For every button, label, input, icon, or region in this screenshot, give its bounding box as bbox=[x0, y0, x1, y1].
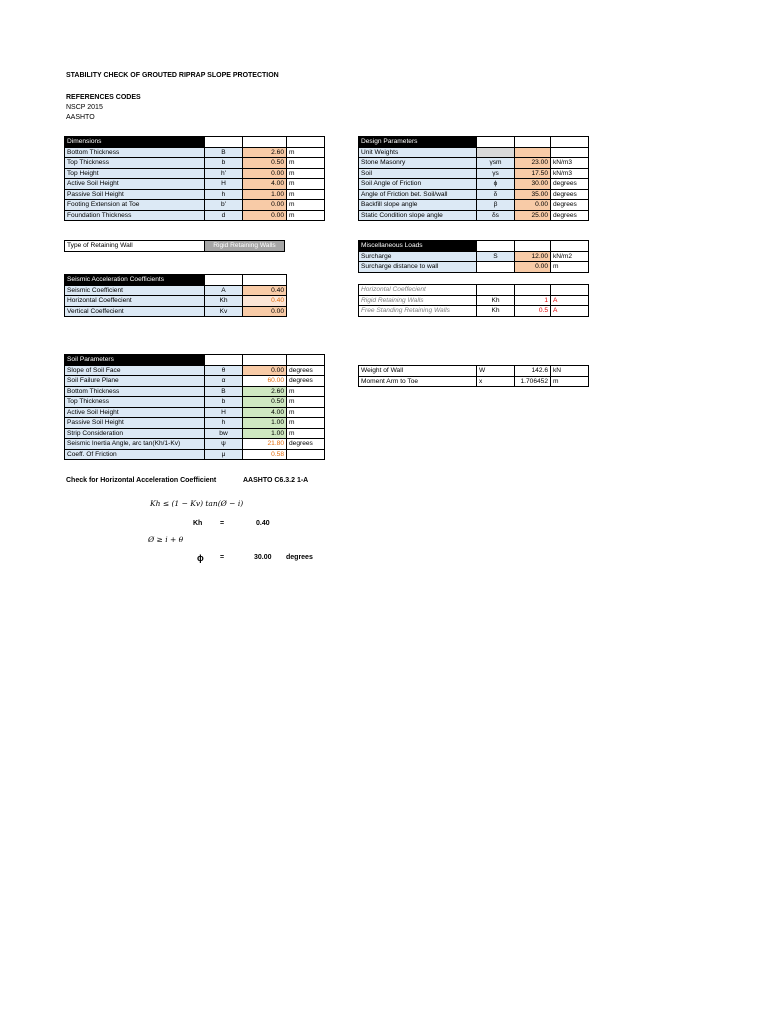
row-value: 21.80 bbox=[243, 439, 287, 450]
row-symbol: B bbox=[205, 147, 243, 158]
row-value: 1.00 bbox=[243, 418, 287, 429]
row-symbol: Kh bbox=[205, 296, 243, 307]
row-label: Vertical Coeffecient bbox=[65, 306, 205, 317]
check-title: Check for Horizontal Acceleration Coefficient bbox=[66, 477, 217, 484]
row-value: 4.00 bbox=[243, 407, 287, 418]
row-symbol: b' bbox=[205, 200, 243, 211]
row-symbol: Kh bbox=[477, 306, 515, 317]
row-value[interactable]: 35.00 bbox=[515, 189, 551, 200]
row-unit: m bbox=[287, 428, 325, 439]
page-title: STABILITY CHECK OF GROUTED RIPRAP SLOPE PROTECTION bbox=[66, 72, 279, 79]
row-symbol: A bbox=[205, 285, 243, 296]
row-value[interactable]: 23.00 bbox=[515, 158, 551, 169]
row-value[interactable]: 2.60 bbox=[243, 147, 287, 158]
seismic-table bbox=[64, 274, 287, 317]
row-label: Free Standing Retaining Walls bbox=[359, 306, 477, 317]
row-value: 0.58 bbox=[243, 449, 287, 460]
design-parameters-table bbox=[358, 136, 589, 221]
row-symbol: h bbox=[205, 189, 243, 200]
row-symbol: ϕ bbox=[477, 179, 515, 190]
row-value[interactable]: 0.00 bbox=[515, 200, 551, 211]
row-value[interactable]: 0.00 bbox=[515, 262, 551, 273]
row-label: Soil bbox=[359, 168, 477, 179]
row-symbol: H bbox=[205, 407, 243, 418]
unit-weights-label: Unit Weights bbox=[359, 147, 477, 158]
row-label: Top Thickness bbox=[65, 158, 205, 169]
row-label: Surcharge distance to wall bbox=[359, 262, 477, 273]
row-unit: m bbox=[287, 397, 325, 408]
row-symbol: γs bbox=[477, 168, 515, 179]
misc-loads-table bbox=[358, 240, 589, 273]
kh-equals: = bbox=[220, 520, 225, 527]
row-label: Angle of Friction bet. Soil/wall bbox=[359, 189, 477, 200]
phi-equals: = bbox=[220, 554, 225, 561]
row-unit: m bbox=[287, 168, 325, 179]
row-symbol: d bbox=[205, 210, 243, 221]
row-label: Seismic Inertia Angle, arc tan(Kh/1-Kv) bbox=[65, 439, 205, 450]
row-label: Passive Soil Height bbox=[65, 418, 205, 429]
row-unit: m bbox=[551, 376, 589, 387]
row-value: 60.00 bbox=[243, 376, 287, 387]
row-unit: m bbox=[551, 262, 589, 273]
row-value: 1 bbox=[515, 295, 551, 306]
row-label: Weight of Wall bbox=[359, 366, 477, 377]
row-symbol: b bbox=[205, 397, 243, 408]
row-label: Active Soil Height bbox=[65, 407, 205, 418]
row-symbol: θ bbox=[205, 365, 243, 376]
wall-type-select[interactable]: Rigid Retaining Walls bbox=[205, 241, 285, 252]
row-symbol: h bbox=[205, 418, 243, 429]
row-unit: A bbox=[551, 295, 589, 306]
row-label: Backfill slope angle bbox=[359, 200, 477, 211]
row-symbol: H bbox=[205, 179, 243, 190]
wall-type-label: Type of Retaining Wall bbox=[65, 241, 205, 252]
row-label: Top Height bbox=[65, 168, 205, 179]
row-symbol: α bbox=[205, 376, 243, 387]
row-label: Horizontal Coeffecient bbox=[65, 296, 205, 307]
row-unit: m bbox=[287, 407, 325, 418]
row-value: 2.60 bbox=[243, 386, 287, 397]
row-unit: m bbox=[287, 210, 325, 221]
row-symbol: b bbox=[205, 158, 243, 169]
row-label: Top Thickness bbox=[65, 397, 205, 408]
phi-value: 30.00 bbox=[254, 554, 272, 561]
formula-kh: Kh ≤ (1 − Kv) tan(Ø − i) bbox=[150, 499, 244, 508]
row-symbol: S bbox=[477, 251, 515, 262]
row-value: 1.00 bbox=[243, 428, 287, 439]
row-unit: m bbox=[287, 189, 325, 200]
row-value[interactable]: 12.00 bbox=[515, 251, 551, 262]
row-symbol: ψ bbox=[205, 439, 243, 450]
row-unit: kN/m2 bbox=[551, 251, 589, 262]
row-symbol bbox=[477, 262, 515, 273]
row-unit: kN/m3 bbox=[551, 158, 589, 169]
design-header: Design Parameters bbox=[359, 137, 477, 148]
dimensions-table bbox=[64, 136, 325, 221]
row-label: Stone Masonry bbox=[359, 158, 477, 169]
row-value[interactable]: 30.00 bbox=[515, 179, 551, 190]
row-symbol: h' bbox=[205, 168, 243, 179]
references-heading: REFERENCES CODES bbox=[66, 94, 141, 101]
dimensions-header: Dimensions bbox=[65, 137, 205, 148]
row-unit: degrees bbox=[551, 189, 589, 200]
reference-code: NSCP 2015 bbox=[66, 104, 103, 111]
phi-unit: degrees bbox=[286, 554, 313, 561]
row-value[interactable]: 1.00 bbox=[243, 189, 287, 200]
row-unit: m bbox=[287, 158, 325, 169]
row-unit: m bbox=[287, 179, 325, 190]
row-unit: degrees bbox=[287, 439, 325, 450]
row-label: Static Condition slope angle bbox=[359, 210, 477, 221]
formula-phi: Ø ≥ i + θ bbox=[148, 535, 184, 544]
row-value[interactable]: 17.50 bbox=[515, 168, 551, 179]
row-unit: degrees bbox=[551, 200, 589, 211]
row-label: Footing Extension at Toe bbox=[65, 200, 205, 211]
row-value[interactable]: 0.00 bbox=[243, 306, 287, 317]
row-unit bbox=[287, 449, 325, 460]
row-symbol: B bbox=[205, 386, 243, 397]
wall-type-table bbox=[64, 240, 285, 252]
row-label: Bottom Thickness bbox=[65, 386, 205, 397]
soil-parameters-table bbox=[64, 354, 325, 460]
row-unit: kN bbox=[551, 366, 589, 377]
row-value[interactable]: 0.00 bbox=[243, 168, 287, 179]
row-symbol: γsm bbox=[477, 158, 515, 169]
row-value: 1.706452 bbox=[515, 376, 551, 387]
row-value: 0.40 bbox=[243, 296, 287, 307]
horizontal-coefficient-table bbox=[358, 284, 589, 317]
row-value: 0.5 bbox=[515, 306, 551, 317]
row-unit: m bbox=[287, 200, 325, 211]
row-unit: kN/m3 bbox=[551, 168, 589, 179]
row-symbol: μ bbox=[205, 449, 243, 460]
row-label: Moment Arm to Toe bbox=[359, 376, 477, 387]
row-symbol: β bbox=[477, 200, 515, 211]
kh-label: Kh bbox=[193, 520, 203, 527]
row-unit: m bbox=[287, 418, 325, 429]
kh-value: 0.40 bbox=[256, 520, 270, 527]
row-value[interactable]: 0.00 bbox=[243, 365, 287, 376]
row-value[interactable]: 0.50 bbox=[243, 158, 287, 169]
row-symbol: Kv bbox=[205, 306, 243, 317]
row-unit: A bbox=[551, 306, 589, 317]
row-value[interactable]: 0.00 bbox=[243, 200, 287, 211]
row-symbol: W bbox=[477, 366, 515, 377]
row-label: Bottom Thickness bbox=[65, 147, 205, 158]
row-label: Foundation Thickness bbox=[65, 210, 205, 221]
reference-code: AASHTO bbox=[66, 114, 95, 121]
soil-header: Soil Parameters bbox=[65, 355, 205, 366]
row-label: Strip Consideration bbox=[65, 428, 205, 439]
row-label: Slope of Soil Face bbox=[65, 365, 205, 376]
row-value[interactable]: 0.00 bbox=[243, 210, 287, 221]
check-code: AASHTO C6.3.2 1-A bbox=[243, 477, 309, 484]
row-symbol: Kh bbox=[477, 295, 515, 306]
weight-table bbox=[358, 365, 589, 387]
row-value: 0.50 bbox=[243, 397, 287, 408]
row-symbol: x bbox=[477, 376, 515, 387]
row-unit: degrees bbox=[287, 376, 325, 387]
row-value[interactable]: 0.40 bbox=[243, 285, 287, 296]
row-label: Soil Angle of Friction bbox=[359, 179, 477, 190]
row-unit: degrees bbox=[287, 365, 325, 376]
row-value[interactable]: 25.00 bbox=[515, 210, 551, 221]
row-label: Coeff. Of Friction bbox=[65, 449, 205, 460]
row-value[interactable]: 4.00 bbox=[243, 179, 287, 190]
seismic-header: Seismic Acceleration Coefficients bbox=[65, 275, 205, 286]
row-unit: degrees bbox=[551, 179, 589, 190]
row-unit: degrees bbox=[551, 210, 589, 221]
phi-icon: ϕ bbox=[197, 553, 204, 563]
row-value: 142.6 bbox=[515, 366, 551, 377]
row-unit: m bbox=[287, 147, 325, 158]
row-symbol: δ bbox=[477, 189, 515, 200]
row-label: Active Soil Height bbox=[65, 179, 205, 190]
row-label: Soil Failure Plane bbox=[65, 376, 205, 387]
misc-header: Miscellaneous Loads bbox=[359, 241, 477, 252]
row-label: Rigid Retaining Walls bbox=[359, 295, 477, 306]
row-symbol: δs bbox=[477, 210, 515, 221]
row-label: Surcharge bbox=[359, 251, 477, 262]
hcoef-title: Horizontal Coeffecient bbox=[359, 285, 477, 296]
row-unit: m bbox=[287, 386, 325, 397]
row-label: Seismic Coefficient bbox=[65, 285, 205, 296]
row-label: Passive Soil Height bbox=[65, 189, 205, 200]
row-symbol: bw bbox=[205, 428, 243, 439]
